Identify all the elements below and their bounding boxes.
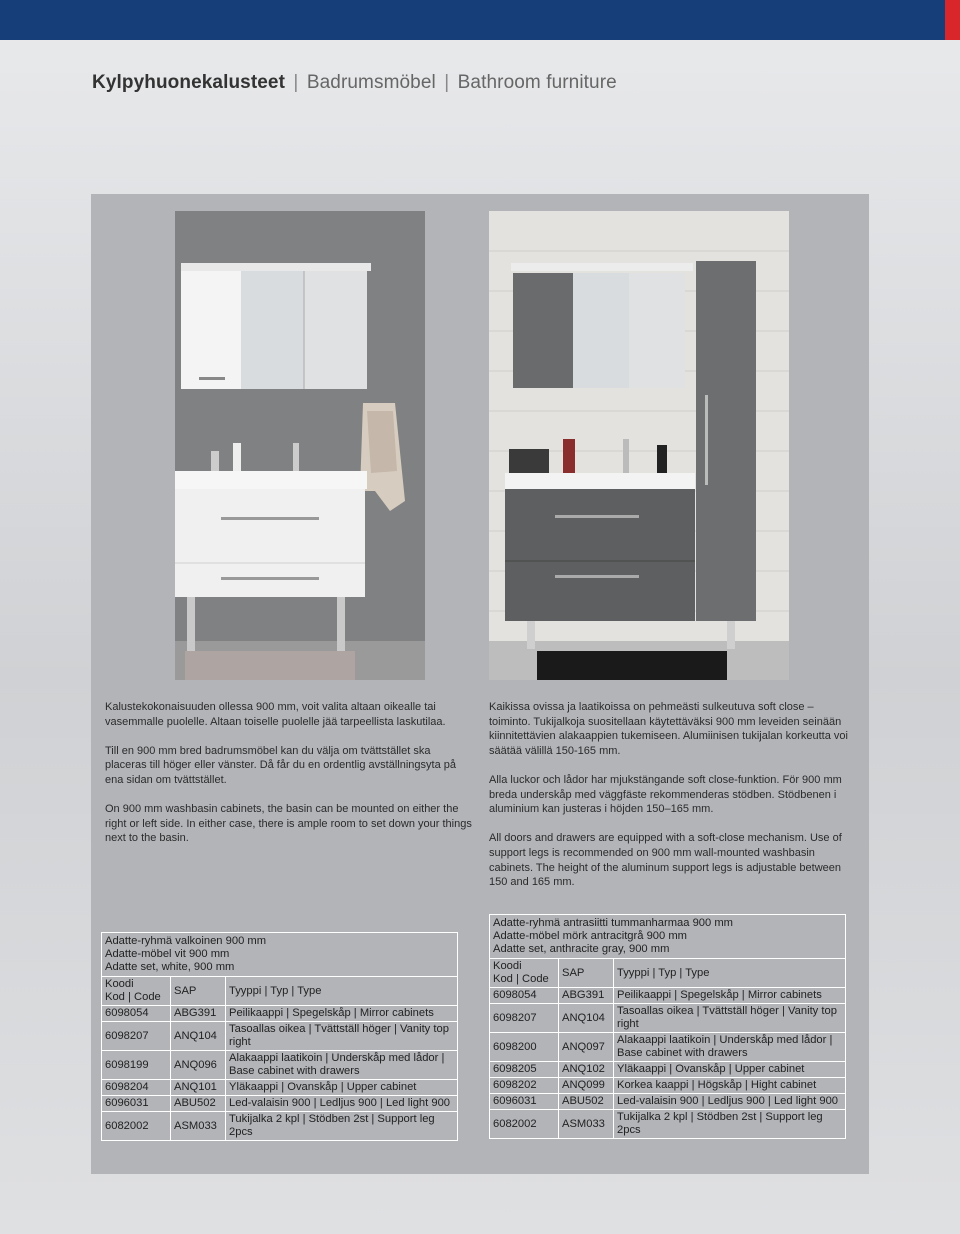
top-banner xyxy=(0,0,960,40)
cell-type: Yläkaappi | Ovanskåp | Upper cabinet xyxy=(614,1062,846,1078)
header-type: Tyyppi | Typ | Type xyxy=(614,959,846,988)
cell-sap: ASM033 xyxy=(171,1112,226,1141)
cell-code: 6096031 xyxy=(102,1096,171,1112)
cell-sap: ANQ102 xyxy=(559,1062,614,1078)
table-row xyxy=(490,1033,846,1062)
table-row xyxy=(490,1062,846,1078)
anthracite-vanity-photo xyxy=(489,211,789,680)
cell-code: 6082002 xyxy=(102,1112,171,1141)
page-title xyxy=(92,72,617,94)
table-row xyxy=(102,1006,458,1022)
header-sap: SAP xyxy=(171,977,226,1006)
cell-sap: ANQ104 xyxy=(559,1004,614,1033)
table-row xyxy=(490,1004,846,1033)
cell-code: 6098199 xyxy=(102,1051,171,1080)
right-text-swedish: Alla luckor och lådor har mjukstängande soft close-funktion. För 900 mm breda underskåp med väggfäste rekommenderas stödben. Stödbenen i aluminium kan justeras i höjden 150–165 mm. xyxy=(489,773,842,816)
cell-code: 6098200 xyxy=(490,1033,559,1062)
cell-type: Korkea kaappi | Högskåp | Hight cabinet xyxy=(614,1078,846,1094)
cell-code: 6098207 xyxy=(102,1022,171,1051)
cell-type: Alakaappi laatikoin | Underskåp med lådor | Base cabinet with drawers xyxy=(614,1033,846,1062)
cell-type: Led-valaisin 900 | Ledljus 900 | Led light 900 xyxy=(614,1094,846,1110)
left-text-english: On 900 mm washbasin cabinets, the basin can be mounted on either the right or left side. In either case, there is ample room to set down your things next to the basin. xyxy=(105,803,472,845)
table-row xyxy=(102,1096,458,1112)
table-title-row xyxy=(102,933,458,977)
table-header-row xyxy=(490,959,846,988)
cell-sap: ASM033 xyxy=(559,1110,614,1139)
cell-sap: ABU502 xyxy=(171,1096,226,1112)
title-english: Bathroom furniture xyxy=(457,72,617,93)
cell-type: Peilikaappi | Spegelskåp | Mirror cabinets xyxy=(226,1006,458,1022)
table-title: Adatte-ryhmä antrasiitti tummanharmaa 900 mm Adatte-möbel mörk antracitgrå 900 mm Adatte set, anthracite gray, 900 mm xyxy=(490,915,846,959)
right-description xyxy=(489,700,854,904)
cell-type: Yläkaappi | Ovanskåp | Upper cabinet xyxy=(226,1080,458,1096)
cell-sap: ABG391 xyxy=(171,1006,226,1022)
cell-type: Alakaappi laatikoin | Underskåp med lådor | Base cabinet with drawers xyxy=(226,1051,458,1080)
table-row xyxy=(102,1080,458,1096)
header-code: Koodi Kod | Code xyxy=(102,977,171,1006)
table-row xyxy=(490,1078,846,1094)
left-text-swedish: Till en 900 mm bred badrumsmöbel kan du välja om tvättstället ska placeras till höger eller vänster. Då får du en ordentlig avställningsyta på ena sidan om tvättstället. xyxy=(105,744,456,786)
header-code: Koodi Kod | Code xyxy=(490,959,559,988)
cell-code: 6098202 xyxy=(490,1078,559,1094)
header-type: Tyyppi | Typ | Type xyxy=(226,977,458,1006)
title-swedish: Badrumsmöbel xyxy=(306,72,436,93)
table-row xyxy=(102,1051,458,1080)
header-sap: SAP xyxy=(559,959,614,988)
cell-type: Led-valaisin 900 | Ledljus 900 | Led light 900 xyxy=(226,1096,458,1112)
cell-type: Tasoallas oikea | Tvättställ höger | Vanity top right xyxy=(226,1022,458,1051)
cell-type: Peilikaappi | Spegelskåp | Mirror cabinets xyxy=(614,988,846,1004)
cell-type: Tasoallas oikea | Tvättställ höger | Vanity top right xyxy=(614,1004,846,1033)
cell-code: 6098054 xyxy=(102,1006,171,1022)
cell-code: 6098205 xyxy=(490,1062,559,1078)
white-vanity-photo xyxy=(175,211,425,680)
table-header-row xyxy=(102,977,458,1006)
anthracite-set-table xyxy=(489,914,846,1139)
table-title-row xyxy=(490,915,846,959)
red-corner-tab xyxy=(945,0,960,40)
title-finnish: Kylpyhuonekalusteet xyxy=(92,72,286,93)
table-row xyxy=(490,1094,846,1110)
right-text-finnish: Kaikissa ovissa ja laatikoissa on pehmeästi sulkeutuva soft close –toiminto. Tukijalkoja suositellaan käytettäväksi 900 mm leveiden seinään kiinnitettävien alakaappien tukemiseen. Alumiinisen tukijalan korkeutta voi säätää välillä 150-165 mm. xyxy=(489,701,848,757)
table-row xyxy=(490,1110,846,1139)
cell-sap: ANQ099 xyxy=(559,1078,614,1094)
cell-sap: ANQ104 xyxy=(171,1022,226,1051)
table-row xyxy=(102,1112,458,1141)
cell-code: 6096031 xyxy=(490,1094,559,1110)
cell-type: Tukijalka 2 kpl | Stödben 2st | Support leg 2pcs xyxy=(226,1112,458,1141)
cell-sap: ANQ101 xyxy=(171,1080,226,1096)
white-set-table xyxy=(101,932,458,1141)
cell-code: 6098204 xyxy=(102,1080,171,1096)
cell-code: 6082002 xyxy=(490,1110,559,1139)
cell-sap: ANQ097 xyxy=(559,1033,614,1062)
cell-code: 6098054 xyxy=(490,988,559,1004)
left-description xyxy=(105,700,475,861)
cell-sap: ANQ096 xyxy=(171,1051,226,1080)
title-separator: | xyxy=(293,72,299,93)
cell-sap: ABU502 xyxy=(559,1094,614,1110)
table-row xyxy=(490,988,846,1004)
title-separator: | xyxy=(444,72,450,93)
right-text-english: All doors and drawers are equipped with a soft-close mechanism. Use of support legs is recommended on 900 mm wall-mounted washbasin cabinets. The height of the aluminum support legs is adjustable between 150 and 165 mm. xyxy=(489,832,842,889)
table-title: Adatte-ryhmä valkoinen 900 mm Adatte-möbel vit 900 mm Adatte set, white, 900 mm xyxy=(102,933,458,977)
cell-code: 6098207 xyxy=(490,1004,559,1033)
cell-sap: ABG391 xyxy=(559,988,614,1004)
left-text-finnish: Kalustekokonaisuuden ollessa 900 mm, voit valita altaan oikealle tai vasemmalle puolelle. Altaan toiselle puolelle jää tarpeellista laskutilaa. xyxy=(105,701,446,728)
cell-type: Tukijalka 2 kpl | Stödben 2st | Support leg 2pcs xyxy=(614,1110,846,1139)
table-row xyxy=(102,1022,458,1051)
